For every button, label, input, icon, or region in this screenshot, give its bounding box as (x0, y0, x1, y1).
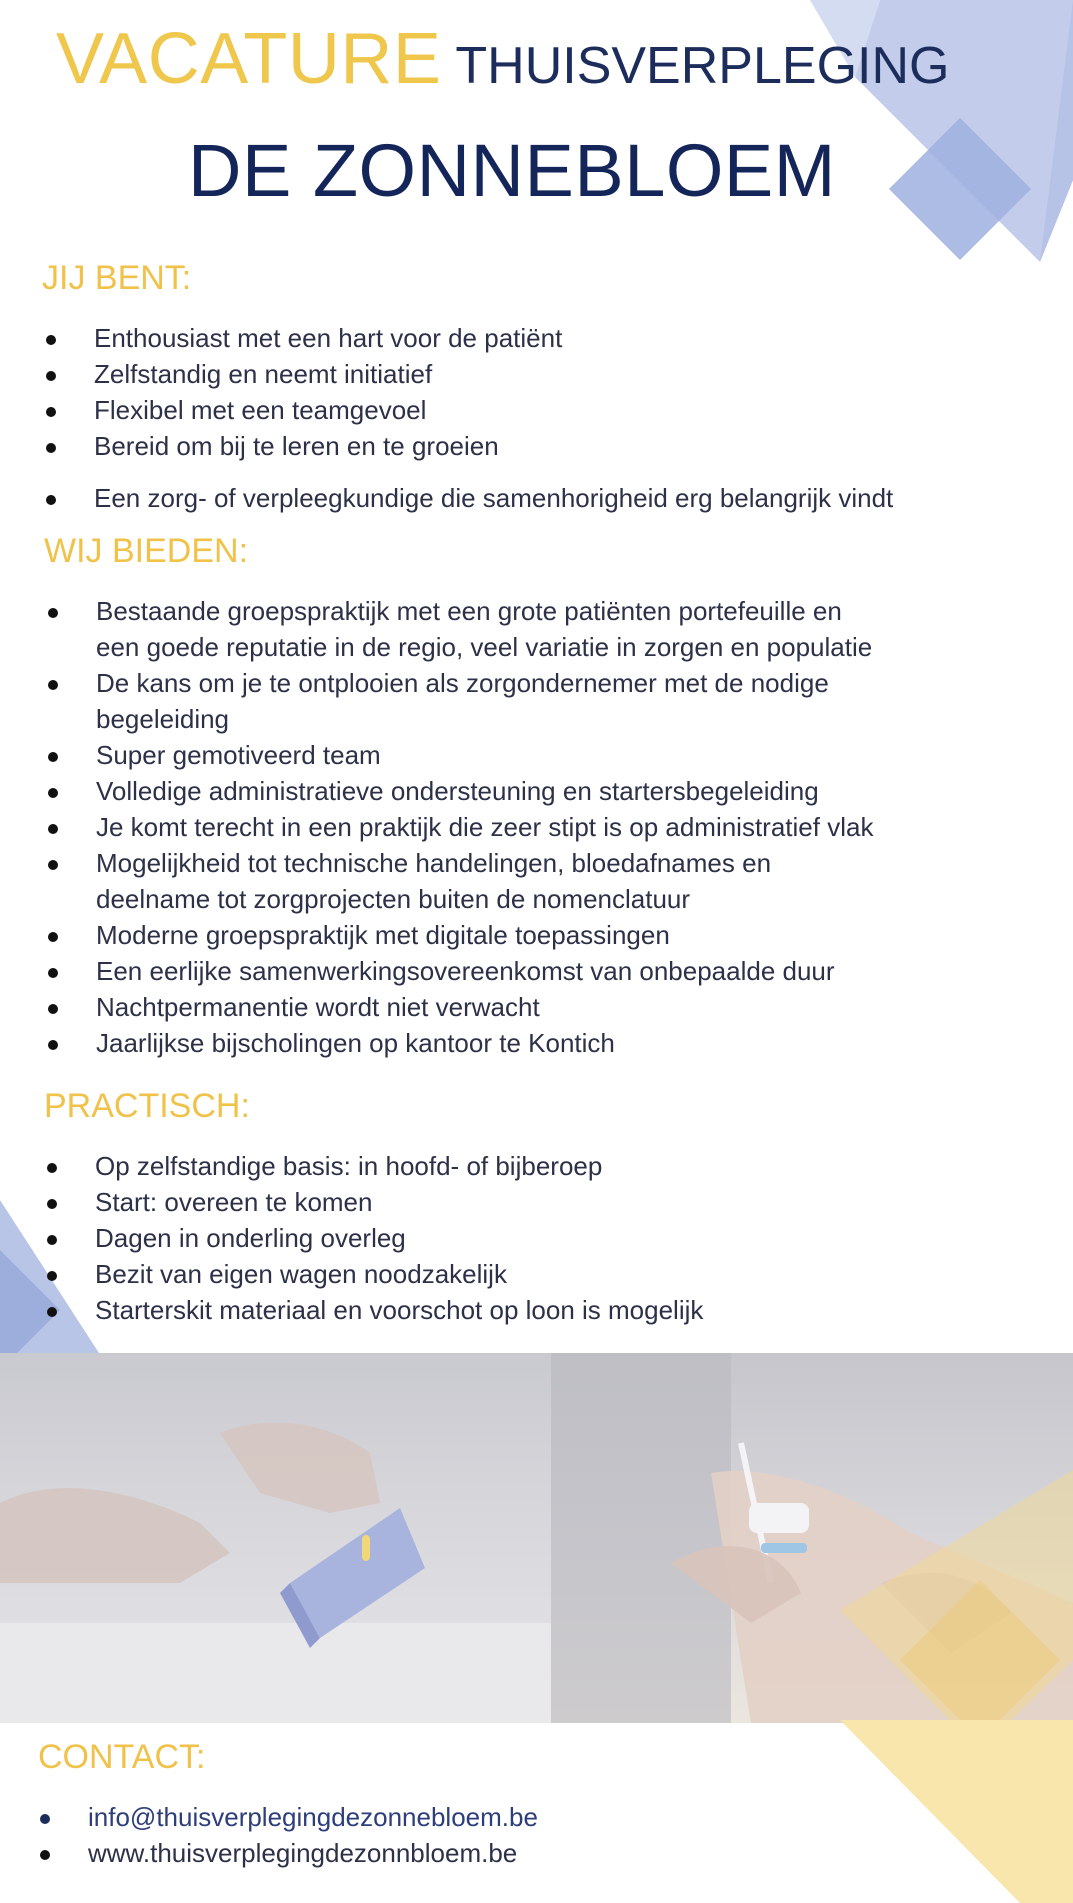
practisch-heading: PRACTISCH: (44, 1087, 250, 1125)
bullet-icon (48, 860, 58, 870)
bullet-icon (48, 932, 58, 942)
list-item: Bezit van eigen wagen noodzakelijk (43, 1256, 703, 1292)
list-item: Een eerlijke samenwerkingsovereenkomst van onbepaalde duur (44, 953, 873, 989)
bullet-icon (47, 1271, 57, 1281)
contact-heading: CONTACT: (38, 1738, 206, 1776)
bullet-icon (46, 335, 56, 345)
contact-list (36, 1799, 538, 1871)
bullet-icon (48, 608, 58, 618)
list-item: Zelfstandig en neemt initiatief (42, 356, 893, 392)
bullet-icon (46, 407, 56, 417)
list-item: Super gemotiveerd team (44, 737, 873, 773)
list-item: Bestaande groepspraktijk met een grote patiënten portefeuille en een goede reputatie in de regio, veel variatie in zorgen en populatie (44, 593, 873, 665)
list-item: Een zorg- of verpleegkundige die samenhorigheid erg belangrijk vindt (42, 480, 893, 516)
vacature-label: VACATURE (56, 19, 442, 99)
list-item: Jaarlijkse bijscholingen op kantoor te Kontich (44, 1025, 873, 1061)
jij-bent-heading: JIJ BENT: (42, 259, 192, 297)
list-item: Starterskit materiaal en voorschot op loon is mogelijk (43, 1292, 703, 1328)
list-item: Nachtpermanentie wordt niet verwacht (44, 989, 873, 1025)
bullet-icon (48, 752, 58, 762)
bullet-icon (46, 443, 56, 453)
list-item (36, 1835, 538, 1871)
bullet-icon (48, 1004, 58, 1014)
list-item: Flexibel met een teamgevoel (42, 392, 893, 428)
email-link[interactable]: info@thuisverplegingdezonnebloem.be (88, 1802, 538, 1832)
bullet-icon (47, 1235, 57, 1245)
bullet-icon (46, 371, 56, 381)
bullet-icon (47, 1307, 57, 1317)
list-item: De kans om je te ontplooien als zorgondernemer met de nodige begeleiding (44, 665, 873, 737)
bullet-icon (48, 1040, 58, 1050)
bullet-icon (48, 968, 58, 978)
wij-bieden-list (44, 593, 873, 1061)
practisch-list (43, 1148, 703, 1328)
website-link[interactable]: www.thuisverplegingdezonnbloem.be (88, 1838, 518, 1868)
list-item: Volledige administratieve ondersteuning en startersbegeleiding (44, 773, 873, 809)
list-item: Bereid om bij te leren en te groeien (42, 428, 893, 464)
bullet-icon (47, 1163, 57, 1173)
company-name: DE ZONNEBLOEM (188, 129, 836, 212)
bullet-icon (40, 1850, 50, 1860)
list-item: Je komt terecht in een praktijk die zeer stipt is op administratief vlak (44, 809, 873, 845)
wij-bieden-heading: WIJ BIEDEN: (44, 532, 249, 570)
bullet-icon (48, 824, 58, 834)
bullet-icon (48, 788, 58, 798)
list-item: Mogelijkheid tot technische handelingen, bloedafnames en deelname tot zorgprojecten buiten de nomenclatuur (44, 845, 873, 917)
jij-bent-list (42, 320, 893, 516)
list-item (36, 1799, 538, 1835)
bullet-icon (46, 495, 56, 505)
thuisverpleging-label: THUISVERPLEGING (455, 37, 950, 95)
bullet-icon (40, 1814, 50, 1824)
list-item: Moderne groepspraktijk met digitale toepassingen (44, 917, 873, 953)
bullet-icon (47, 1199, 57, 1209)
vacancy-title (56, 18, 949, 100)
list-item: Enthousiast met een hart voor de patiënt (42, 320, 893, 356)
list-item: Start: overeen te komen (43, 1184, 703, 1220)
list-item: Op zelfstandige basis: in hoofd- of bijberoep (43, 1148, 703, 1184)
list-item: Dagen in onderling overleg (43, 1220, 703, 1256)
bullet-icon (48, 680, 58, 690)
